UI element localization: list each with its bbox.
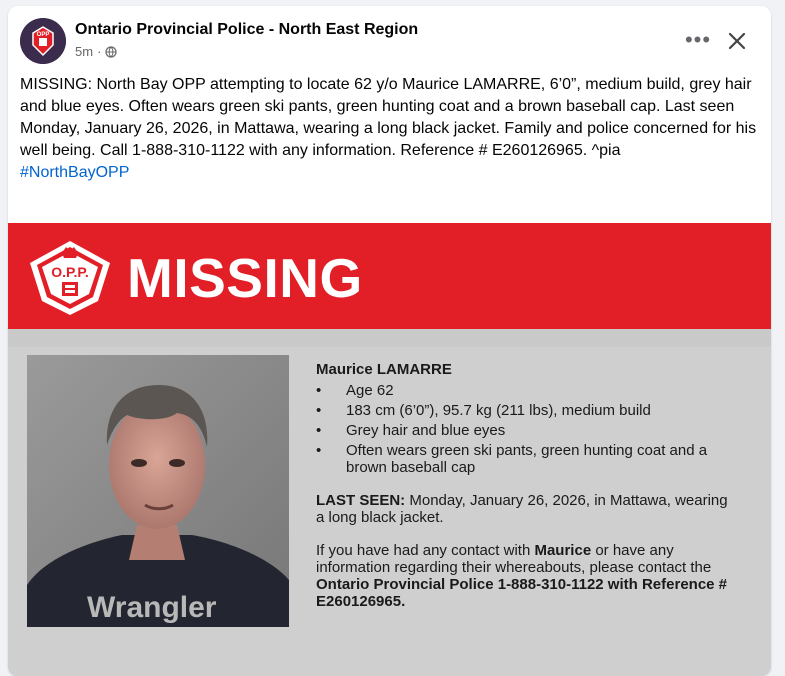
missing-person-poster[interactable]: [8, 223, 771, 676]
contact-info: [316, 542, 736, 610]
details-list: [316, 382, 736, 476]
hashtag-link[interactable]: #NorthBayOPP: [20, 164, 130, 181]
globe-icon: [105, 46, 117, 58]
last-seen-text: Monday, January 26, 2026, in Mattawa, wearing a long black jacket.: [316, 492, 728, 526]
more-options-button[interactable]: [680, 28, 716, 52]
post-timestamp[interactable]: 5m: [75, 44, 94, 59]
last-seen-label: LAST SEEN:: [316, 492, 406, 509]
shirt-text: Wrangler: [87, 591, 217, 624]
ellipsis-icon: •••: [684, 27, 712, 52]
post-body: [20, 74, 758, 184]
close-icon: [728, 32, 746, 50]
facebook-post: [8, 6, 771, 676]
person-photo-illustration: [27, 355, 289, 627]
page-avatar[interactable]: [20, 18, 66, 64]
last-seen: [316, 492, 736, 526]
contact-text-2: or have any information regarding their whereabouts, please contact the: [316, 542, 712, 576]
missing-person-details: [316, 361, 736, 610]
person-name: Maurice LAMARRE: [316, 361, 452, 378]
detail-item: • Grey hair and blue eyes: [316, 422, 736, 439]
contact-text-1: If you have had any contact with: [316, 542, 535, 559]
page-name[interactable]: Ontario Provincial Police - North East Region: [75, 21, 419, 38]
detail-item: • 183 cm (6’0”), 95.7 kg (211 lbs), medium build: [316, 402, 736, 419]
contact-org: Ontario Provincial Police 1-888-310-1122 with Reference # E260126965.: [316, 576, 728, 610]
detail-item: • Age 62: [316, 382, 736, 399]
post-meta: 5m ·: [75, 44, 117, 59]
post-message: MISSING: North Bay OPP attempting to locate 62 y/o Maurice LAMARRE, 6’0”, medium build, grey hair and blue eyes. Often wears green ski pants, green hunting coat and a brown baseball cap. Last seen Monday, January 26, 2026, in Mattawa, wearing a long black jacket. Family and police concerned for his well being. Call 1-888-310-1122 with any information. Reference # E260126965. ^pia: [20, 76, 757, 159]
opp-logo-text: O.P.P.: [51, 264, 89, 280]
opp-badge-icon: [20, 18, 66, 64]
svg-text:OPP: OPP: [36, 32, 50, 38]
detail-item: • Often wears green ski pants, green hunting coat and a brown baseball cap: [316, 442, 736, 476]
poster-banner: [8, 223, 771, 329]
post-header: [8, 6, 771, 76]
missing-person-photo: [27, 355, 289, 627]
close-button[interactable]: [722, 26, 752, 56]
poster-title: MISSING: [127, 247, 363, 309]
opp-logo: [26, 237, 114, 317]
contact-name: Maurice: [534, 542, 592, 559]
